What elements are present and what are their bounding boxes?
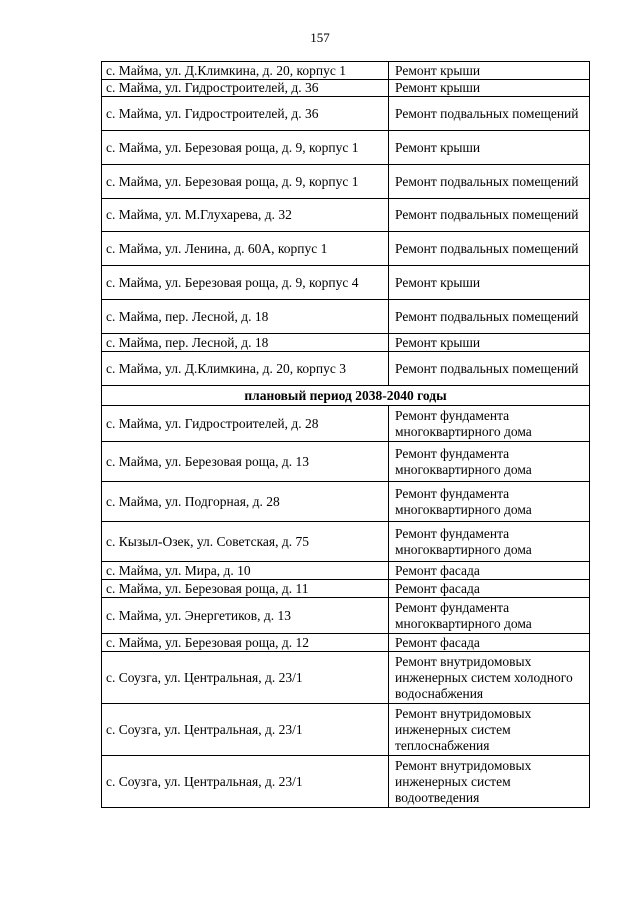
work-type-cell: Ремонт крыши <box>389 266 590 300</box>
work-type-cell: Ремонт подвальных помещений <box>389 300 590 334</box>
address-cell: с. Майма, ул. Энергетиков, д. 13 <box>102 598 389 634</box>
table-row <box>102 522 590 562</box>
address-cell: с. Соузга, ул. Центральная, д. 23/1 <box>102 704 389 756</box>
address-cell: с. Майма, пер. Лесной, д. 18 <box>102 300 389 334</box>
work-type-cell: Ремонт крыши <box>389 334 590 352</box>
work-type-cell: Ремонт подвальных помещений <box>389 199 590 232</box>
work-type-cell: Ремонт фундамента многоквартирного дома <box>389 598 590 634</box>
table-row <box>102 199 590 232</box>
address-cell: с. Майма, ул. Д.Климкина, д. 20, корпус 1 <box>102 62 389 80</box>
work-type-cell: Ремонт фундамента многоквартирного дома <box>389 442 590 482</box>
table-row <box>102 266 590 300</box>
address-cell: с. Кызыл-Озек, ул. Советская, д. 75 <box>102 522 389 562</box>
table-row <box>102 300 590 334</box>
work-type-cell: Ремонт внутридомовых инженерных систем водоотведения <box>389 756 590 808</box>
address-cell: с. Майма, ул. Гидростроителей, д. 28 <box>102 406 389 442</box>
table-row <box>102 598 590 634</box>
table-row <box>102 165 590 199</box>
section-header-row <box>102 386 590 406</box>
table-row <box>102 652 590 704</box>
work-type-cell: Ремонт фасада <box>389 562 590 580</box>
table-row <box>102 562 590 580</box>
work-type-cell: Ремонт фундамента многоквартирного дома <box>389 406 590 442</box>
table-row <box>102 334 590 352</box>
address-cell: с. Соузга, ул. Центральная, д. 23/1 <box>102 652 389 704</box>
address-cell: с. Соузга, ул. Центральная, д. 23/1 <box>102 756 389 808</box>
table-row <box>102 97 590 131</box>
page-number: 157 <box>310 30 330 45</box>
work-type-cell: Ремонт подвальных помещений <box>389 97 590 131</box>
address-cell: с. Майма, ул. Березовая роща, д. 9, корпус 1 <box>102 131 389 165</box>
table-row <box>102 756 590 808</box>
address-cell: с. Майма, пер. Лесной, д. 18 <box>102 334 389 352</box>
address-cell: с. Майма, ул. Березовая роща, д. 9, корпус 4 <box>102 266 389 300</box>
table-row <box>102 232 590 266</box>
table-row <box>102 352 590 386</box>
work-type-cell: Ремонт фундамента многоквартирного дома <box>389 482 590 522</box>
work-type-cell: Ремонт подвальных помещений <box>389 352 590 386</box>
address-cell: с. Майма, ул. Д.Климкина, д. 20, корпус 3 <box>102 352 389 386</box>
work-type-cell: Ремонт фасада <box>389 634 590 652</box>
address-cell: с. Майма, ул. Березовая роща, д. 13 <box>102 442 389 482</box>
table-row <box>102 62 590 80</box>
work-type-cell: Ремонт крыши <box>389 62 590 80</box>
address-cell: с. Майма, ул. Ленина, д. 60А, корпус 1 <box>102 232 389 266</box>
work-type-cell: Ремонт фасада <box>389 580 590 598</box>
work-type-cell: Ремонт подвальных помещений <box>389 165 590 199</box>
address-cell: с. Майма, ул. Мира, д. 10 <box>102 562 389 580</box>
table-row <box>102 482 590 522</box>
section-header: плановый период 2038-2040 годы <box>102 386 590 406</box>
address-cell: с. Майма, ул. Березовая роща, д. 9, корпус 1 <box>102 165 389 199</box>
table-row <box>102 406 590 442</box>
address-cell: с. Майма, ул. Подгорная, д. 28 <box>102 482 389 522</box>
works-table-body <box>102 62 590 808</box>
work-type-cell: Ремонт внутридомовых инженерных систем холодного водоснабжения <box>389 652 590 704</box>
work-type-cell: Ремонт крыши <box>389 80 590 97</box>
address-cell: с. Майма, ул. Гидростроителей, д. 36 <box>102 80 389 97</box>
address-cell: с. Майма, ул. Березовая роща, д. 11 <box>102 580 389 598</box>
table-row <box>102 634 590 652</box>
table-row <box>102 131 590 165</box>
address-cell: с. Майма, ул. Березовая роща, д. 12 <box>102 634 389 652</box>
address-cell: с. Майма, ул. Гидростроителей, д. 36 <box>102 97 389 131</box>
address-cell: с. Майма, ул. М.Глухарева, д. 32 <box>102 199 389 232</box>
work-type-cell: Ремонт крыши <box>389 131 590 165</box>
table-row <box>102 704 590 756</box>
work-type-cell: Ремонт фундамента многоквартирного дома <box>389 522 590 562</box>
table-row <box>102 80 590 97</box>
table-row <box>102 442 590 482</box>
works-table <box>101 61 590 808</box>
table-row <box>102 580 590 598</box>
work-type-cell: Ремонт подвальных помещений <box>389 232 590 266</box>
work-type-cell: Ремонт внутридомовых инженерных систем теплоснабжения <box>389 704 590 756</box>
